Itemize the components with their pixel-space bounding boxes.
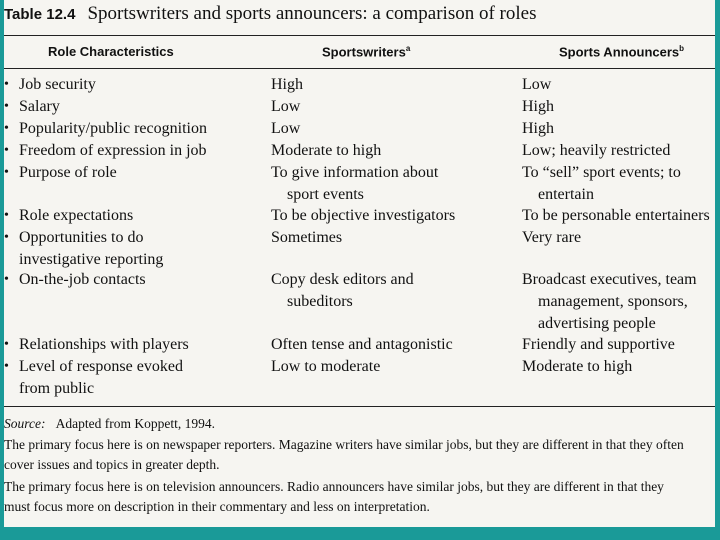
bullet-icon: • bbox=[4, 99, 9, 114]
cell-characteristic: Salary bbox=[19, 98, 60, 115]
cell-characteristic: On-the-job contacts bbox=[19, 271, 146, 288]
cell-announcers: Moderate to high bbox=[522, 358, 633, 375]
cell-characteristic: Role expectations bbox=[19, 207, 134, 224]
header-sports-announcers-text: Sports Announcers bbox=[559, 44, 680, 60]
cell-announcers-cont: entertain bbox=[538, 186, 594, 203]
cell-characteristic: Popularity/public recognition bbox=[19, 120, 207, 137]
bullet-icon: • bbox=[4, 143, 9, 158]
table-row bbox=[4, 356, 704, 400]
cell-announcers-cont: advertising people bbox=[538, 315, 656, 332]
cell-characteristic: Freedom of expression in job bbox=[19, 142, 207, 159]
footnote-marker-b: b bbox=[679, 44, 685, 53]
cell-announcers: Broadcast executives, team bbox=[522, 271, 697, 288]
header-sportswriters bbox=[322, 44, 410, 59]
table-row bbox=[4, 269, 704, 335]
header-sports-announcers bbox=[559, 44, 684, 59]
bullet-icon: • bbox=[4, 208, 9, 223]
cell-announcers: Low; heavily restricted bbox=[522, 142, 671, 159]
bullet-icon: • bbox=[4, 359, 9, 374]
table-title bbox=[4, 3, 536, 31]
footnote-b-line2: must focus more on description in their commentary and less on interpretation. bbox=[4, 499, 430, 514]
cell-characteristic: Purpose of role bbox=[19, 164, 117, 181]
cell-sportswriters: Sometimes bbox=[271, 229, 343, 246]
cell-sportswriters: High bbox=[271, 76, 303, 93]
bullet-icon: • bbox=[4, 77, 9, 92]
header-sportswriters-text: Sportswriters bbox=[322, 44, 406, 60]
footnote-a-line1: The primary focus here is on newspaper reporters. Magazine writers have similar jobs, but they are different in that they often bbox=[4, 437, 684, 452]
table-row bbox=[4, 227, 704, 271]
table-title-text: Sportswriters and sports announcers: a comparison of roles bbox=[87, 3, 537, 24]
cell-sportswriters: Copy desk editors and bbox=[271, 271, 414, 288]
cell-characteristic-cont: from public bbox=[19, 380, 95, 397]
cell-sportswriters: Moderate to high bbox=[271, 142, 382, 159]
table-page bbox=[4, 0, 715, 527]
cell-sportswriters-cont: sport events bbox=[287, 186, 364, 203]
table-number: Table 12.4 bbox=[4, 6, 76, 23]
footnote-marker-a: a bbox=[405, 44, 411, 53]
cell-characteristic: Level of response evoked bbox=[19, 358, 183, 375]
table-row bbox=[4, 162, 704, 206]
top-rule bbox=[4, 35, 715, 36]
footnote-a-line2: cover issues and topics in greater depth. bbox=[4, 457, 220, 472]
source-text: Adapted from Koppett, 1994. bbox=[55, 416, 215, 431]
cell-sportswriters: To be objective investigators bbox=[271, 207, 456, 224]
cell-characteristic: Relationships with players bbox=[19, 336, 189, 353]
bullet-icon: • bbox=[4, 121, 9, 136]
header-role-characteristics: Role Characteristics bbox=[48, 44, 174, 59]
bottom-rule bbox=[4, 406, 715, 407]
cell-announcers: Low bbox=[522, 76, 552, 93]
cell-announcers: High bbox=[522, 120, 554, 137]
footnote-b-line1: The primary focus here is on television announcers. Radio announcers have similar jobs, but they are different in that they bbox=[4, 479, 664, 494]
bullet-icon: • bbox=[4, 337, 9, 352]
source-label: Source: bbox=[4, 416, 46, 431]
cell-sportswriters: To give information about bbox=[271, 164, 439, 181]
footnote-source bbox=[4, 413, 215, 434]
cell-announcers: To “sell” sport events; to bbox=[522, 164, 681, 181]
cell-sportswriters-cont: subeditors bbox=[287, 293, 353, 310]
cell-characteristic-cont: investigative reporting bbox=[19, 251, 164, 268]
cell-characteristic: Job security bbox=[19, 76, 96, 93]
cell-announcers: High bbox=[522, 98, 554, 115]
cell-announcers-cont: management, sponsors, bbox=[538, 293, 688, 310]
cell-sportswriters: Low bbox=[271, 98, 301, 115]
cell-announcers: Very rare bbox=[522, 229, 582, 246]
bullet-icon: • bbox=[4, 230, 9, 245]
cell-sportswriters: Low bbox=[271, 120, 301, 137]
cell-announcers: Friendly and supportive bbox=[522, 336, 675, 353]
cell-sportswriters: Low to moderate bbox=[271, 358, 381, 375]
header-rule bbox=[4, 68, 715, 69]
cell-characteristic: Opportunities to do bbox=[19, 229, 144, 246]
bullet-icon: • bbox=[4, 272, 9, 287]
cell-announcers: To be personable entertainers bbox=[522, 207, 710, 224]
cell-sportswriters: Often tense and antagonistic bbox=[271, 336, 453, 353]
bullet-icon: • bbox=[4, 165, 9, 180]
